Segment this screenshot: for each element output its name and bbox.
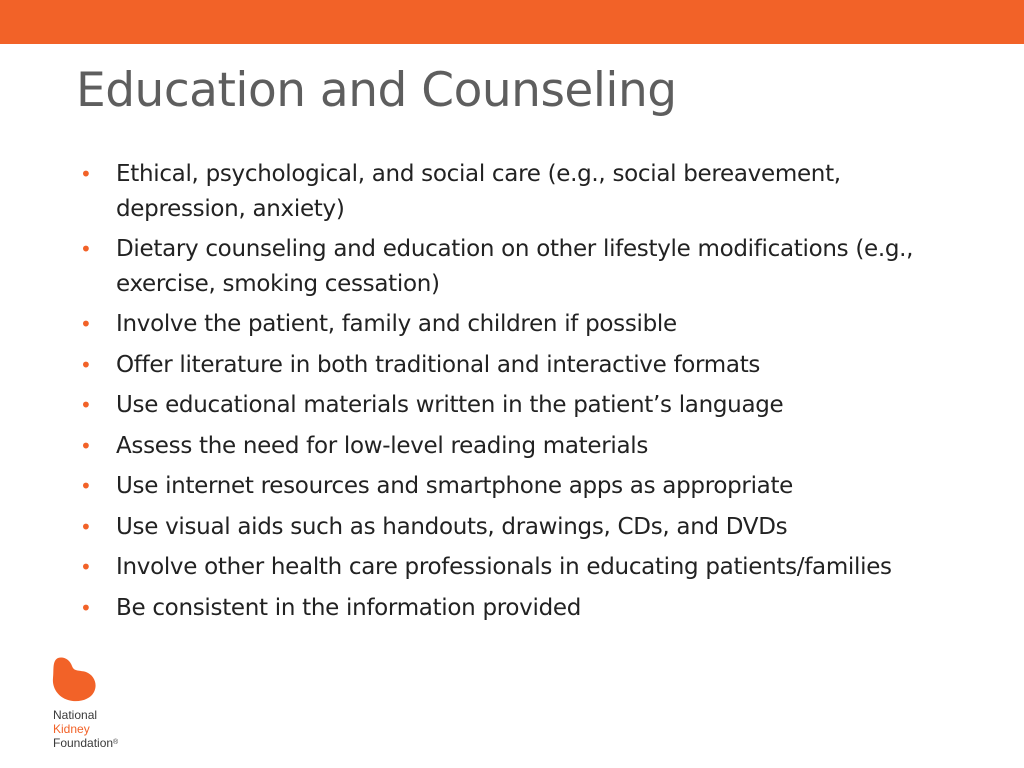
bullet-item — [78, 550, 938, 585]
bullet-text: Involve the patient, family and children if possible — [116, 311, 677, 337]
bullet-dot-icon: • — [80, 312, 92, 336]
bullet-text: Use visual aids such as handouts, drawings, CDs, and DVDs — [116, 513, 788, 540]
bullet-text: Ethical, psychological, and social care (e.g., social bereavement, depression, anxiety) — [116, 161, 841, 222]
bullet-dot-icon: • — [80, 393, 92, 417]
bullet-text: Offer literature in both traditional and interactive formats — [116, 351, 761, 378]
bullet-item — [78, 591, 938, 626]
bullet-dot-icon: • — [80, 555, 92, 579]
bullet-item — [78, 469, 938, 504]
national-kidney-foundation-logo — [50, 654, 140, 754]
bullet-text: Use internet resources and smartphone apps as appropriate — [116, 473, 794, 499]
logo-text-foundation: Foundation — [53, 736, 114, 750]
top-accent-bar — [0, 0, 1024, 44]
bullet-dot-icon: • — [80, 514, 92, 539]
bullet-list — [78, 157, 938, 631]
logo-text-national: National — [53, 708, 98, 722]
bullet-text: Be consistent in the information provided — [116, 594, 582, 621]
registered-mark: ® — [113, 739, 119, 746]
logo-text-foundation-line — [53, 736, 118, 750]
bullet-item — [78, 157, 938, 226]
slide-title: Education and Counseling — [76, 63, 677, 118]
bullet-dot-icon: • — [80, 433, 92, 458]
kidney-icon — [50, 654, 98, 702]
logo-wordmark — [53, 708, 118, 750]
bullet-item — [78, 429, 938, 464]
bullet-item — [78, 307, 938, 342]
bullet-dot-icon: • — [80, 162, 92, 186]
bullet-item — [78, 510, 938, 545]
bullet-text: Assess the need for low-level reading materials — [116, 432, 649, 459]
bullet-dot-icon: • — [80, 352, 92, 377]
bullet-item — [78, 388, 938, 423]
bullet-item — [78, 232, 938, 301]
bullet-dot-icon: • — [80, 474, 92, 498]
bullet-dot-icon: • — [80, 595, 92, 620]
bullet-item — [78, 348, 938, 383]
bullet-dot-icon: • — [80, 237, 92, 261]
bullet-text: Use educational materials written in the patient’s language — [116, 392, 784, 418]
bullet-text: Involve other health care professionals in educating patients/families — [116, 554, 892, 580]
logo-text-kidney: Kidney — [53, 722, 90, 736]
bullet-text: Dietary counseling and education on other lifestyle modifications (e.g., exercise, smoking cessation) — [116, 236, 914, 297]
